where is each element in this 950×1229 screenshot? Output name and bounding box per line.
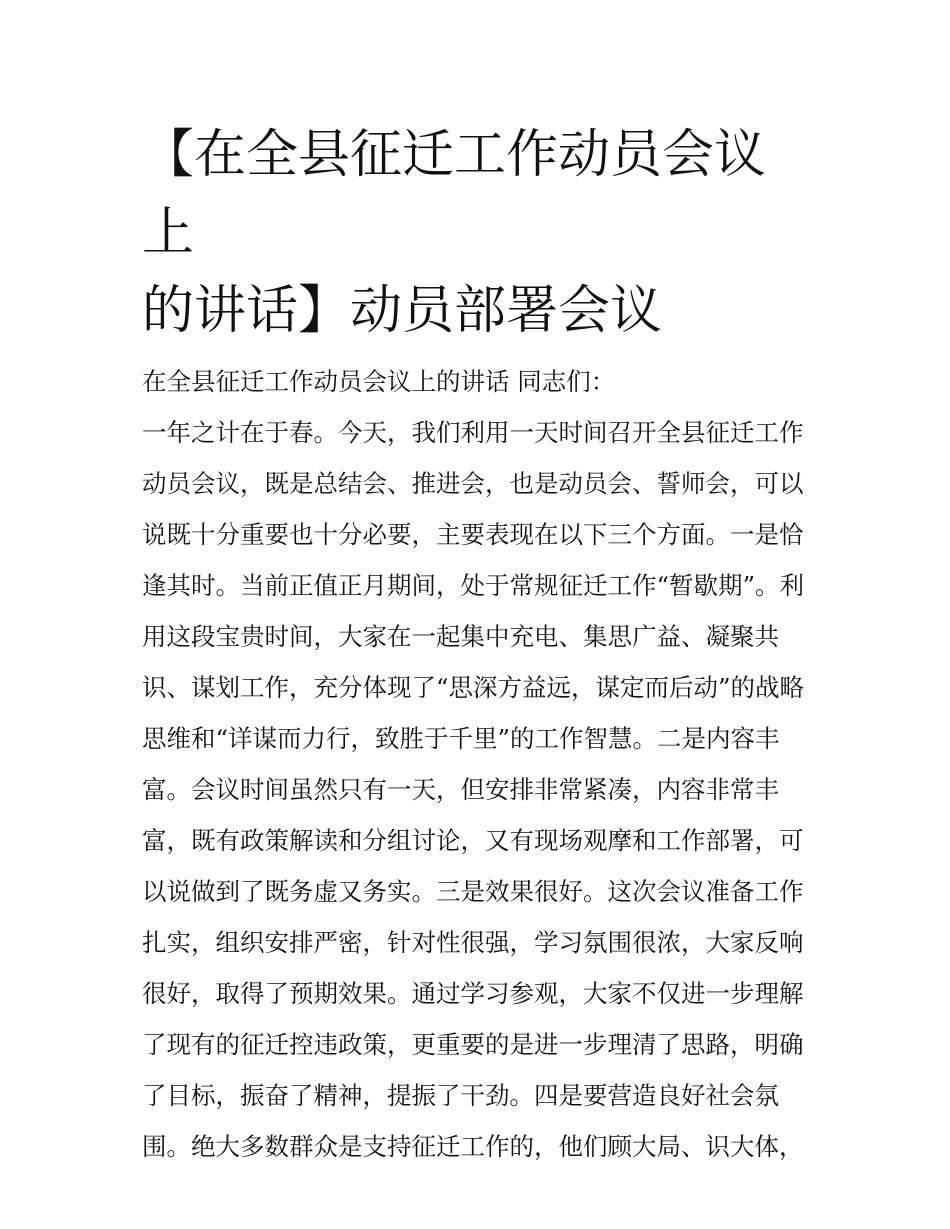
body-text (142, 407, 816, 1172)
body-line: 富，既有政策解读和分组讨论，又有现场观摩和工作部署，可 (142, 826, 804, 855)
body-line: 围。绝大多数群众是支持征迁工作的，他们顾大局、识大体， (142, 1132, 804, 1161)
document-title (142, 116, 816, 350)
body-line: 以说做到了既务虚又务实。三是效果很好。这次会议准备工作 (142, 877, 804, 906)
intro-line: 在全县征迁工作动员会议上的讲话 同志们： (142, 367, 616, 396)
body-line: 识、谋划工作，充分体现了“思深方益远，谋定而后动”的战略 (142, 673, 805, 702)
body-line: 很好，取得了预期效果。通过学习参观，大家不仅进一步理解 (142, 979, 804, 1008)
body-line: 动员会议，既是总结会、推进会，也是动员会、誓师会，可以 (142, 469, 804, 498)
body-line: 说既十分重要也十分必要，主要表现在以下三个方面。一是恰 (142, 520, 804, 549)
body-line: 一年之计在于春。今天，我们利用一天时间召开全县征迁工作 (142, 418, 804, 447)
title-line-1: 【在全县征迁工作动员会议上 (142, 125, 767, 263)
body-line: 用这段宝贵时间，大家在一起集中充电、集思广益、凝聚共 (142, 622, 779, 651)
body-line: 扎实，组织安排严密，针对性很强，学习氛围很浓，大家反响 (142, 928, 804, 957)
body-line: 富。会议时间虽然只有一天，但安排非常紧凑，内容非常丰 (142, 775, 779, 804)
title-line-2: 的讲话】动员部署会议 (142, 281, 663, 341)
body-line: 了现有的征迁控违政策，更重要的是进一步理清了思路，明确 (142, 1030, 804, 1059)
document-content (142, 116, 816, 1172)
body-line: 了目标，振奋了精神，提振了干劲。四是要营造良好社会氛 (142, 1081, 779, 1110)
body-line: 逢其时。当前正值正月期间，处于常规征迁工作“暂歇期”。利 (142, 571, 805, 600)
body-line: 思维和“详谋而力行，致胜于千里”的工作智慧。二是内容丰 (142, 724, 780, 753)
